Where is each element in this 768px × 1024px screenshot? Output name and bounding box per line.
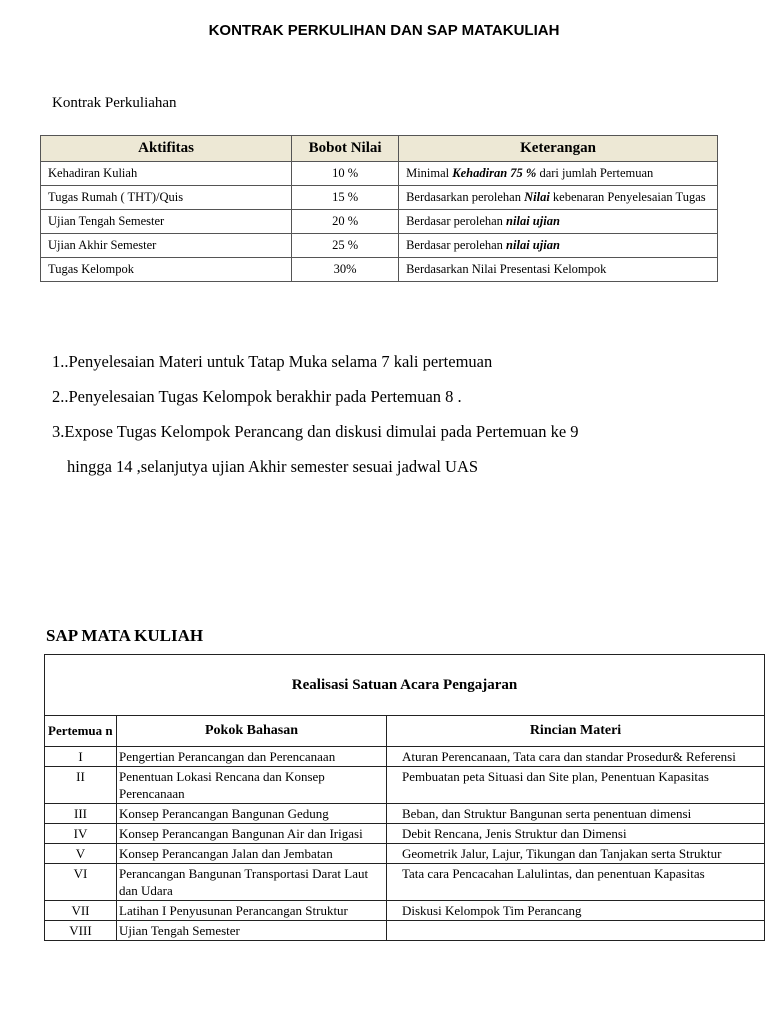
table-row — [45, 844, 765, 864]
keterangan-text: Berdasarkan Nilai Presentasi Kelompok — [406, 262, 607, 276]
aktifitas-cell: Ujian Tengah Semester — [41, 210, 292, 234]
keterangan-cell — [399, 258, 718, 282]
table-header-row — [41, 136, 718, 162]
keterangan-emphasis: nilai ujian — [506, 238, 560, 252]
pokok-bahasan-cell: Perancangan Bangunan Transportasi Darat Laut dan Udara — [117, 864, 387, 901]
keterangan-text: Minimal — [406, 166, 453, 180]
table-header-row — [45, 716, 765, 747]
pokok-bahasan-cell: Penentuan Lokasi Rencana dan Konsep Perencanaan — [117, 767, 387, 804]
keterangan-cell — [399, 234, 718, 258]
table-row — [45, 921, 765, 941]
notes-list — [52, 344, 752, 484]
keterangan-emphasis: Nilai — [524, 190, 550, 204]
aktifitas-cell: Tugas Rumah ( THT)/Quis — [41, 186, 292, 210]
sap-heading: SAP MATA KULIAH — [46, 626, 204, 645]
aktifitas-cell: Kehadiran Kuliah — [41, 162, 292, 186]
table-row — [45, 767, 765, 804]
keterangan-text: kebenaran Penyelesaian Tugas — [549, 190, 706, 204]
pertemuan-cell: I — [45, 747, 117, 767]
note-item: 2..Penyelesaian Tugas Kelompok berakhir pada Pertemuan 8 . — [52, 387, 462, 406]
pertemuan-cell: IV — [45, 824, 117, 844]
pokok-bahasan-cell: Pengertian Perancangan dan Perencanaan — [117, 747, 387, 767]
pertemuan-cell: VIII — [45, 921, 117, 941]
bobot-cell: 25 % — [292, 234, 399, 258]
aktifitas-cell: Tugas Kelompok — [41, 258, 292, 282]
rincian-materi-cell: Beban, dan Struktur Bangunan serta penentuan dimensi — [387, 804, 765, 824]
keterangan-cell — [399, 162, 718, 186]
keterangan-cell — [399, 186, 718, 210]
table-row — [41, 210, 718, 234]
pertemuan-cell: VII — [45, 901, 117, 921]
pokok-bahasan-cell: Latihan I Penyusunan Perancangan Struktur — [117, 901, 387, 921]
table-row — [45, 824, 765, 844]
column-header-aktifitas: Aktifitas — [41, 136, 292, 162]
table-row — [45, 747, 765, 767]
column-header-pertemuan: Pertemua n — [45, 716, 117, 747]
column-header-rincian-materi: Rincian Materi — [387, 716, 765, 747]
keterangan-emphasis: nilai ujian — [506, 214, 560, 228]
rincian-materi-cell: Diskusi Kelompok Tim Perancang — [387, 901, 765, 921]
table-row — [41, 258, 718, 282]
column-header-pokok-bahasan: Pokok Bahasan — [117, 716, 387, 747]
bobot-cell: 10 % — [292, 162, 399, 186]
bobot-cell: 15 % — [292, 186, 399, 210]
table-row — [41, 234, 718, 258]
pokok-bahasan-cell: Konsep Perancangan Bangunan Air dan Irigasi — [117, 824, 387, 844]
pokok-bahasan-cell: Konsep Perancangan Jalan dan Jembatan — [117, 844, 387, 864]
rincian-materi-cell — [387, 921, 765, 941]
rincian-materi-cell: Aturan Perencanaan, Tata cara dan standar Prosedur& Referensi — [387, 747, 765, 767]
rincian-materi-cell: Tata cara Pencacahan Lalulintas, dan penentuan Kapasitas — [387, 864, 765, 901]
kontrak-table — [40, 135, 718, 282]
aktifitas-cell: Ujian Akhir Semester — [41, 234, 292, 258]
keterangan-text: Berdasarkan perolehan — [406, 190, 525, 204]
pokok-bahasan-cell: Konsep Perancangan Bangunan Gedung — [117, 804, 387, 824]
sap-title-row — [45, 655, 765, 716]
table-row — [45, 901, 765, 921]
rincian-materi-cell: Geometrik Jalur, Lajur, Tikungan dan Tanjakan serta Struktur — [387, 844, 765, 864]
note-item: 1..Penyelesaian Materi untuk Tatap Muka selama 7 kali pertemuan — [52, 352, 493, 371]
bobot-cell: 20 % — [292, 210, 399, 234]
note-item: 3.Expose Tugas Kelompok Perancang dan diskusi dimulai pada Pertemuan ke 9 — [52, 422, 579, 441]
table-row — [41, 186, 718, 210]
column-header-keterangan: Keterangan — [399, 136, 718, 162]
section-label-kontrak: Kontrak Perkuliahan — [52, 95, 177, 111]
note-item-continuation: hingga 14 ,selanjutya ujian Akhir semester sesuai jadwal UAS — [67, 457, 479, 476]
keterangan-emphasis: Kehadiran 75 % — [452, 166, 537, 180]
rincian-materi-cell: Debit Rencana, Jenis Struktur dan Dimensi — [387, 824, 765, 844]
page-title: KONTRAK PERKULIHAN DAN SAP MATAKULIAH — [208, 22, 560, 39]
keterangan-cell — [399, 210, 718, 234]
pokok-bahasan-cell: Ujian Tengah Semester — [117, 921, 387, 941]
keterangan-text: Berdasar perolehan — [406, 214, 507, 228]
table-row — [45, 864, 765, 901]
pertemuan-cell: V — [45, 844, 117, 864]
pertemuan-cell: II — [45, 767, 117, 804]
column-header-bobot: Bobot Nilai — [292, 136, 399, 162]
table-row — [45, 804, 765, 824]
sap-table-title: Realisasi Satuan Acara Pengajaran — [45, 655, 765, 716]
pertemuan-cell: III — [45, 804, 117, 824]
bobot-cell: 30% — [292, 258, 399, 282]
rincian-materi-cell: Pembuatan peta Situasi dan Site plan, Penentuan Kapasitas — [387, 767, 765, 804]
keterangan-text: Berdasar perolehan — [406, 238, 507, 252]
table-row — [41, 162, 718, 186]
keterangan-text: dari jumlah Pertemuan — [536, 166, 654, 180]
pertemuan-cell: VI — [45, 864, 117, 901]
sap-table — [44, 654, 765, 941]
